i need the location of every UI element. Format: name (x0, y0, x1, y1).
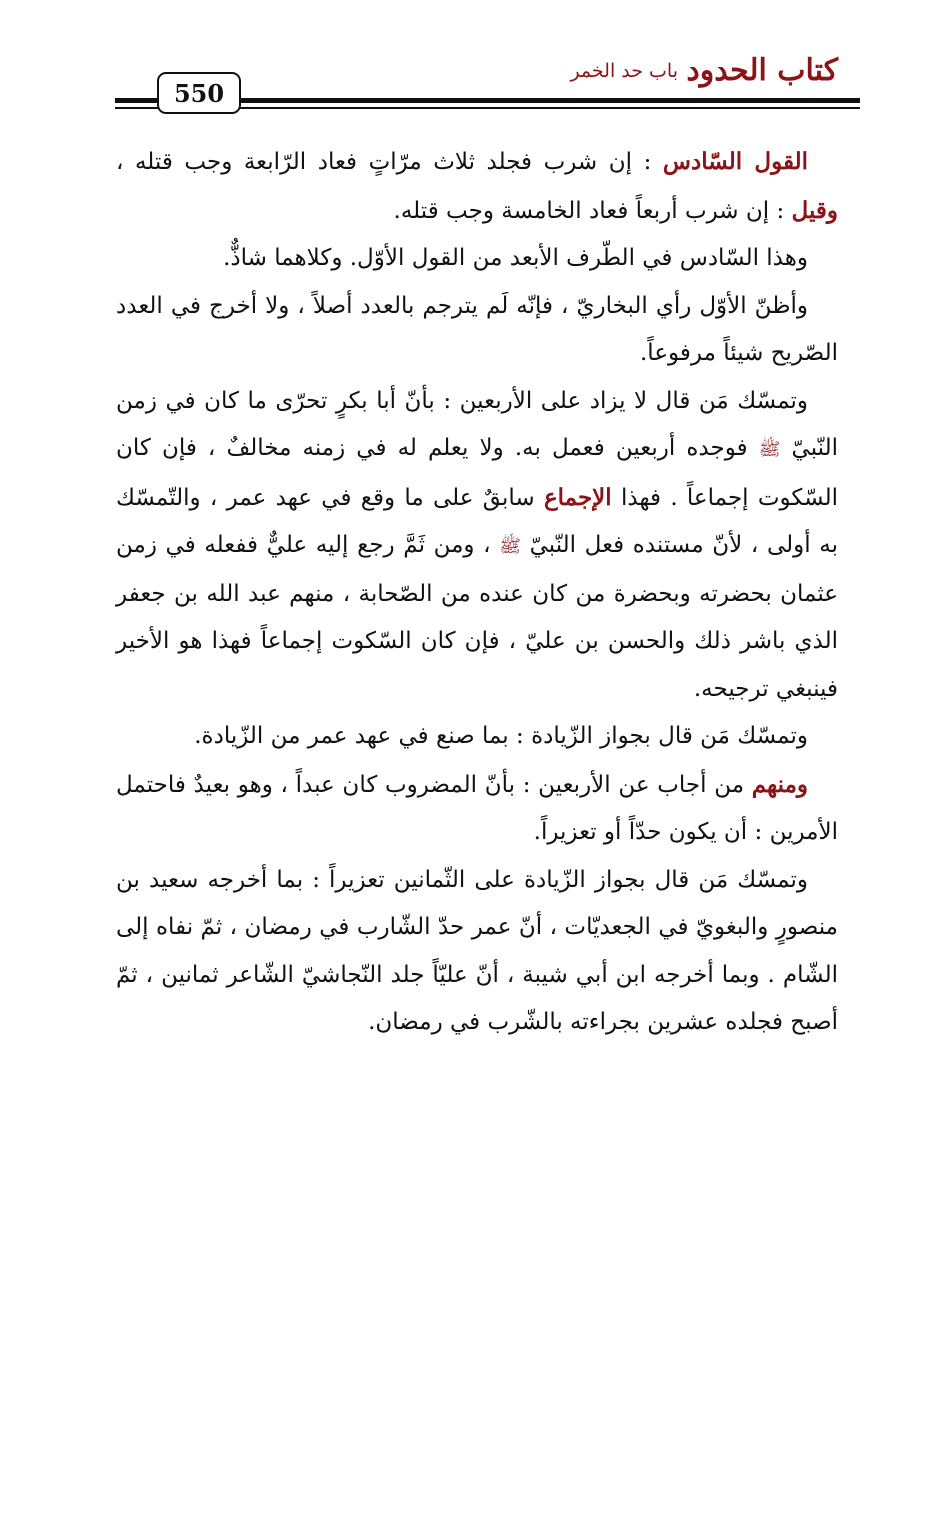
text-run: وتمسّك مَن قال بجواز الزّيادة على الثّمانين تعزيراً : بما أخرجه سعيد بن منصورٍ والبغويّ في الجعديّات ، أنّ عمر حدّ الشّارب في رمضان ، ثمّ نفاه إلى الشّام . وبما أخرجه ابن أبي شيبة ، أنّ عليّاً جلد النّجاشيّ الشّاعر ثمانين ، ثمّ أصبح فجلده عشرين بجراءته بالشّرب في رمضان. (116, 866, 838, 1035)
highlighted-term: ومنهم (751, 770, 808, 798)
highlighted-term: الإجماع (543, 483, 612, 511)
chapter-title: باب حد الخمر (570, 60, 678, 82)
text-run: فوجده أربعين فعمل به. ولا يعلم له في زمنه مخالفٌ ، فإن كان السّكوت إجماعاً . فهذا (116, 435, 838, 511)
text-run: سابقٌ على ما وقع في عهد عمر ، والتّمسّك به أولى ، لأنّ مستنده فعل النّبيّ (116, 484, 838, 558)
book-title: كتاب الحدود (686, 53, 838, 88)
paragraph (116, 378, 838, 714)
highlighted-term: وقيل (791, 196, 838, 224)
paragraph (116, 235, 838, 283)
salawat-glyph: ﷺ (499, 536, 521, 557)
paragraph (116, 283, 838, 378)
text-run: وأظنّ الأوّل رأي البخاريّ ، فإنّه لَم يترجم بالعدد أصلاً ، ولا أخرج في العدد الصّريح شيئاً مرفوعاً. (116, 292, 838, 366)
text-run: وتمسّك مَن قال لا يزاد على الأربعين : بأنّ أبا بكرٍ تحرّى ما كان في زمن النّبيّ (116, 387, 838, 461)
text-run: ، ومن ثَمَّ رجع إليه عليٌّ ففعله في زمن عثمان بحضرته وبحضرة من كان عنده من الصّحابة ، منهم عبد الله بن جعفر الذي باشر ذلك والحسن بن عليّ ، فإن كان السّكوت إجماعاً فهذا هو الأخير فينبغي ترجيحه. (116, 532, 838, 702)
text-run: وتمسّك مَن قال بجواز الزّيادة : بما صنع في عهد عمر من الزّيادة. (194, 723, 808, 749)
page-header (115, 40, 860, 120)
text-run: من أجاب عن الأربعين : بأنّ المضروب كان عبداً ، وهو بعيدٌ فاحتمل الأمرين : أن يكون حدّاً أو تعزيراً. (116, 771, 838, 845)
paragraph (116, 713, 838, 761)
text-run: وهذا السّادس في الطّرف الأبعد من القول الأوّل. وكلاهما شاذٌّ. (223, 245, 808, 271)
paragraph (116, 761, 838, 857)
page-number: 550 (157, 72, 241, 114)
paragraph (116, 138, 838, 235)
text-run: : إن شرب أربعاً فعاد الخامسة وجب قتله. (393, 197, 792, 224)
highlighted-term: القول السّادس (662, 148, 809, 175)
text-run: : إن شرب فجلد ثلاث مرّاتٍ فعاد الرّابعة وجب قتله ، (116, 149, 663, 175)
body-text (116, 138, 838, 1047)
salawat-glyph: ﷺ (758, 439, 781, 460)
paragraph (116, 857, 838, 1047)
